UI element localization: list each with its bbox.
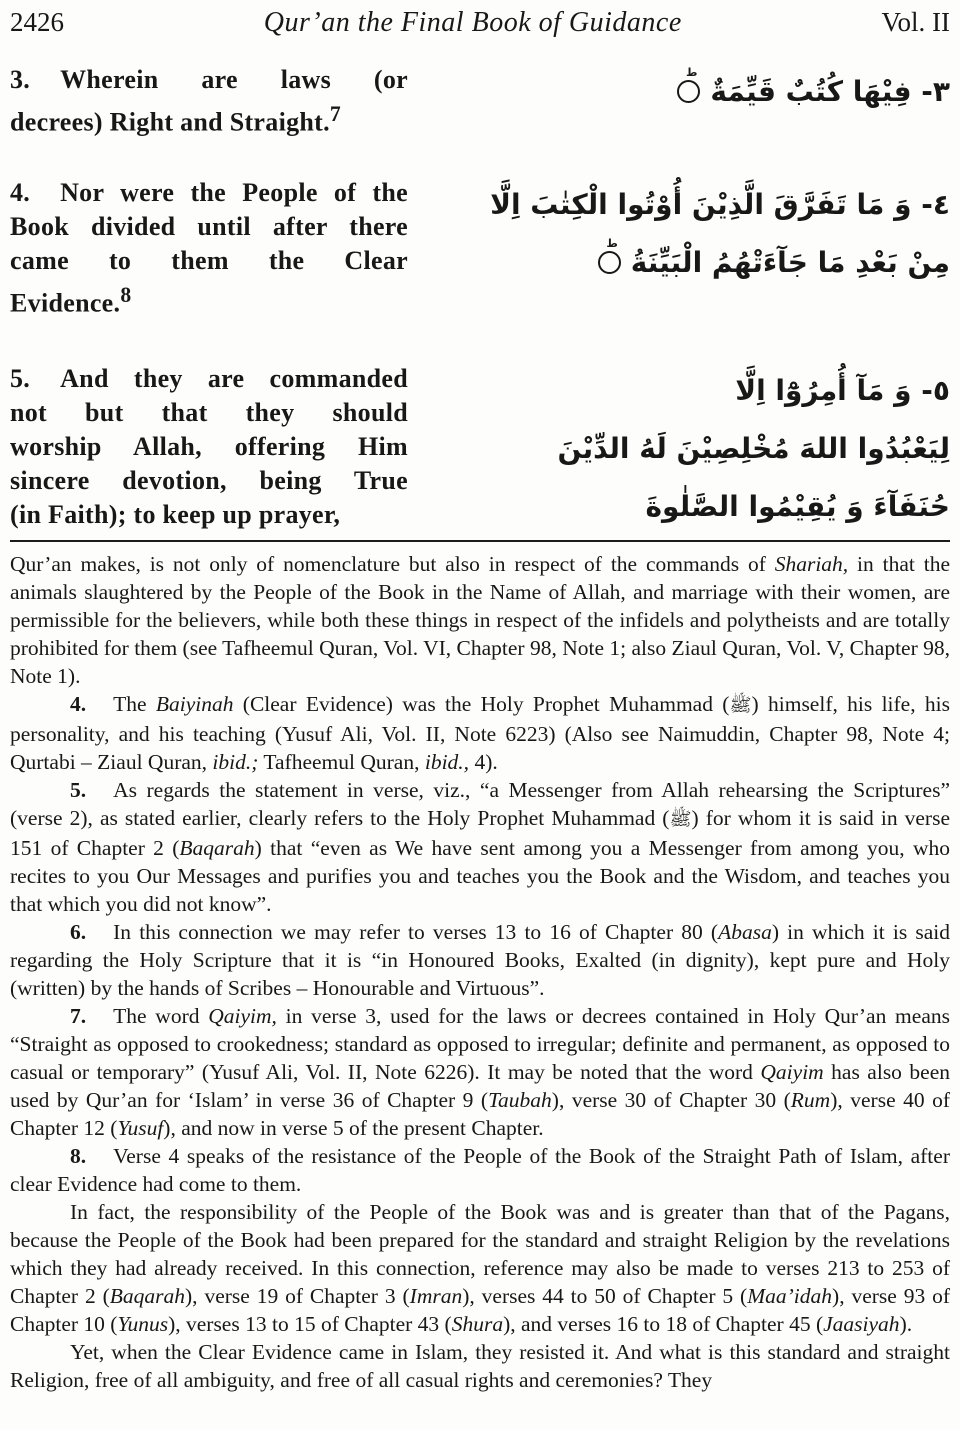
footnotes-section (10, 550, 950, 1394)
footnote-divider (10, 540, 950, 542)
verse-line: decrees) Right and Straight.$^7$ (10, 102, 342, 137)
verse-arabic-text (445, 63, 950, 121)
verse-line: Evidence.$^8$ (10, 282, 132, 318)
volume-label: Vol. II (881, 7, 950, 37)
verse-line: 5. And they are commanded (10, 364, 408, 394)
footnote-paragraph: Yet, when the Clear Evidence came in Islam, they resisted it. And what is this standard and straight Religion, free of all ambiguity, and free of all casual rights and ceremonies? They (10, 1340, 950, 1393)
verses-section (10, 63, 950, 536)
verse-english-text (10, 176, 408, 321)
verse-english-text (10, 63, 408, 140)
book-title: Qur’an the Final Book of Guidance (263, 7, 682, 38)
verse-line: Book divided until after there (10, 211, 408, 241)
footnote-paragraph: In fact, the responsibility of the People of the Book was and is greater than that of the Pagans, because the People of the Book had been prepared for the standard and straight Religion by the revelations which they had already received. In this connection, reference may also be made to verses 213 to 253 of Chapter 2 (Baqarah), verse 19 of Chapter 3 (Imran), verses 44 to 50 of Chapter 5 (Maa’idah), verse 93 of Chapter 10 (Yunus), verses 13 to 15 of Chapter 43 (Shura), and verses 16 to 18 of Chapter 45 (Jaasiyah). (10, 1200, 951, 1337)
arabic-line: مِنْ بَعْدِ مَا جَآءَتْهُمُ الْبَيِّنَةُ ط (445, 234, 950, 292)
arabic-line: ٥- وَ مَآ أُمِرُوْٓا اِلَّا (735, 374, 950, 408)
footnote-paragraph: 7. The word Qaiyim, in verse 3, used for the laws or decrees contained in Holy Qur’an means “Straight as opposed to crookedness; standard as opposed to irregular; definite and permanent, as opposed to casual or temporary” (Yusuf Ali, Vol. II, Note 6226). It may be noted that the word Qaiyim has also been used by Qur’an for ‘Islam’ in verse 36 of Chapter 9 (Taubah), verse 30 of Chapter 30 (Rum), verse 40 of Chapter 12 (Yusuf), and now in verse 5 of the present Chapter. (10, 1004, 951, 1141)
page-header (10, 6, 950, 39)
verse-arabic-text (445, 176, 950, 292)
footnote-paragraph: Qur’an makes, is not only of nomenclature but also in respect of the commands of Shariah, in that the animals slaughtered by the People of the Book in the Name of Allah, and marriage with their women, are permissible for the believers, while both these things in respect of the infidels and polytheists and are totally prohibited for them (see Tafheemul Quran, Vol. VI, Chapter 98, Note 1; also Ziaul Quran, Vol. V, Chapter 98, Note 1). (10, 552, 950, 689)
arabic-line: ٣- فِيْهَا كُتُبٌ قَيِّمَةٌ ط (445, 63, 950, 121)
footnote-paragraph: 5. As regards the statement in verse, viz., “a Messenger from Allah rehearsing the Scriptures” (verse 2), as stated earlier, clearly refers to the Holy Prophet Muhammad (ﷺ) for whom it is said in verse 151 of Chapter 2 (Baqarah) that “even as We have sent among you a Messenger from among you, who recites to you Our Messages and purifies you and teaches you the Book and the Wisdom, and teaches you that which you did not know”. (10, 778, 950, 917)
page-number: 2426 (10, 7, 64, 37)
verse-line: not but that they should (10, 398, 408, 428)
ayah-end-icon: ط (598, 251, 621, 274)
verse-line: sincere devotion, being True (10, 466, 408, 496)
verse-arabic-text (445, 362, 950, 536)
verse-row-4 (10, 176, 950, 321)
verse-line: 4. Nor were the People of the (10, 177, 408, 207)
verse-row-3 (10, 63, 950, 140)
ayah-end-icon: ط (677, 80, 700, 103)
verse-line: came to them the Clear (10, 245, 408, 275)
footnote-paragraph: 8. Verse 4 speaks of the resistance of the People of the Book of the Straight Path of Islam, after clear Evidence had come to them. (10, 1144, 950, 1197)
arabic-line: حُنَفَآءَ وَ يُقِيْمُوا الصَّلٰوةَ (645, 490, 950, 524)
verse-row-5 (10, 362, 950, 536)
arabic-line: ٤- وَ مَا تَفَرَّقَ الَّذِيْنَ أُوْتُوا الْكِتٰبَ اِلَّا (490, 187, 950, 221)
footnote-paragraph: 4. The Baiyinah (Clear Evidence) was the Holy Prophet Muhammad (ﷺ) himself, his life, his personality, and his teaching (Yusuf Ali, Vol. II, Note 6223) (Also see Naimuddin, Chapter 98, Note 4; Qurtabi – Ziaul Quran, ibid.; Tafheemul Quran, ibid., 4). (10, 692, 950, 775)
verse-line: worship Allah, offering Him (10, 432, 408, 462)
verse-line: (in Faith); to keep up prayer, (10, 500, 341, 530)
verse-line: 3. Wherein are laws (or (10, 65, 408, 94)
verse-english-text (10, 362, 408, 532)
footnote-paragraph: 6. In this connection we may refer to verses 13 to 16 of Chapter 80 (Abasa) in which it is said regarding the Holy Scripture that it is “in Honoured Books, Exalted (in dignity), kept pure and Holy (written) by the hands of Scribes – Honourable and Virtuous”. (10, 920, 950, 1001)
arabic-line: لِيَعْبُدُوا اللهَ مُخْلِصِيْنَ لَهُ الدِّيْنَ (557, 432, 950, 466)
